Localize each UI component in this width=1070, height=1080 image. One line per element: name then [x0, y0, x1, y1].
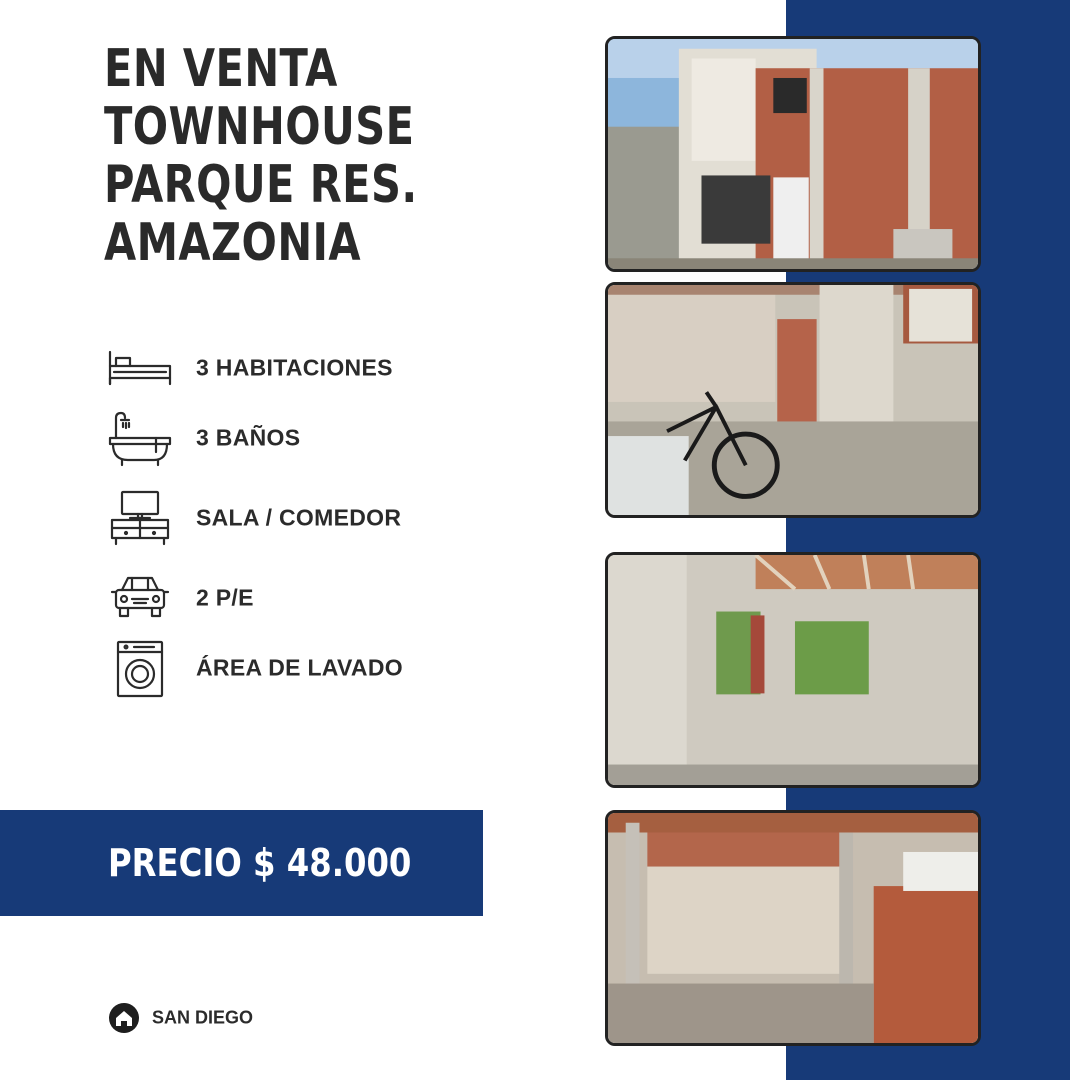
title-line-4: AMAZONIA — [104, 213, 362, 273]
price-banner — [0, 810, 483, 916]
feature-bedrooms — [104, 338, 544, 398]
feature-laundry-area — [104, 638, 544, 698]
interior-windows-photo — [605, 552, 981, 788]
bed-icon — [104, 338, 176, 398]
home-icon — [108, 1002, 140, 1034]
listing-title — [104, 40, 418, 272]
feature-living-dining — [104, 488, 544, 548]
interior-bicycle-photo — [605, 282, 981, 518]
feature-bathrooms — [104, 408, 544, 468]
feature-label: SALA / COMEDOR — [196, 504, 402, 531]
feature-label: 3 BAÑOS — [196, 424, 301, 451]
car-icon — [104, 568, 176, 628]
feature-label: ÁREA DE LAVADO — [196, 654, 403, 681]
feature-label: 2 P/E — [196, 584, 254, 611]
tv-icon — [104, 488, 176, 548]
bathtub-icon — [104, 408, 176, 468]
feature-parking — [104, 568, 544, 628]
location-label: SAN DIEGO — [152, 1007, 254, 1028]
washing-machine-icon — [104, 638, 176, 698]
house-facade-photo — [605, 36, 981, 272]
title-line-1: EN VENTA — [104, 39, 338, 99]
interior-brick-wall-photo — [605, 810, 981, 1046]
price-label: PRECIO $ 48.000 — [108, 841, 412, 885]
title-line-2: TOWNHOUSE — [104, 97, 415, 157]
feature-label: 3 HABITACIONES — [196, 354, 393, 381]
title-line-3: PARQUE RES. — [104, 155, 418, 215]
